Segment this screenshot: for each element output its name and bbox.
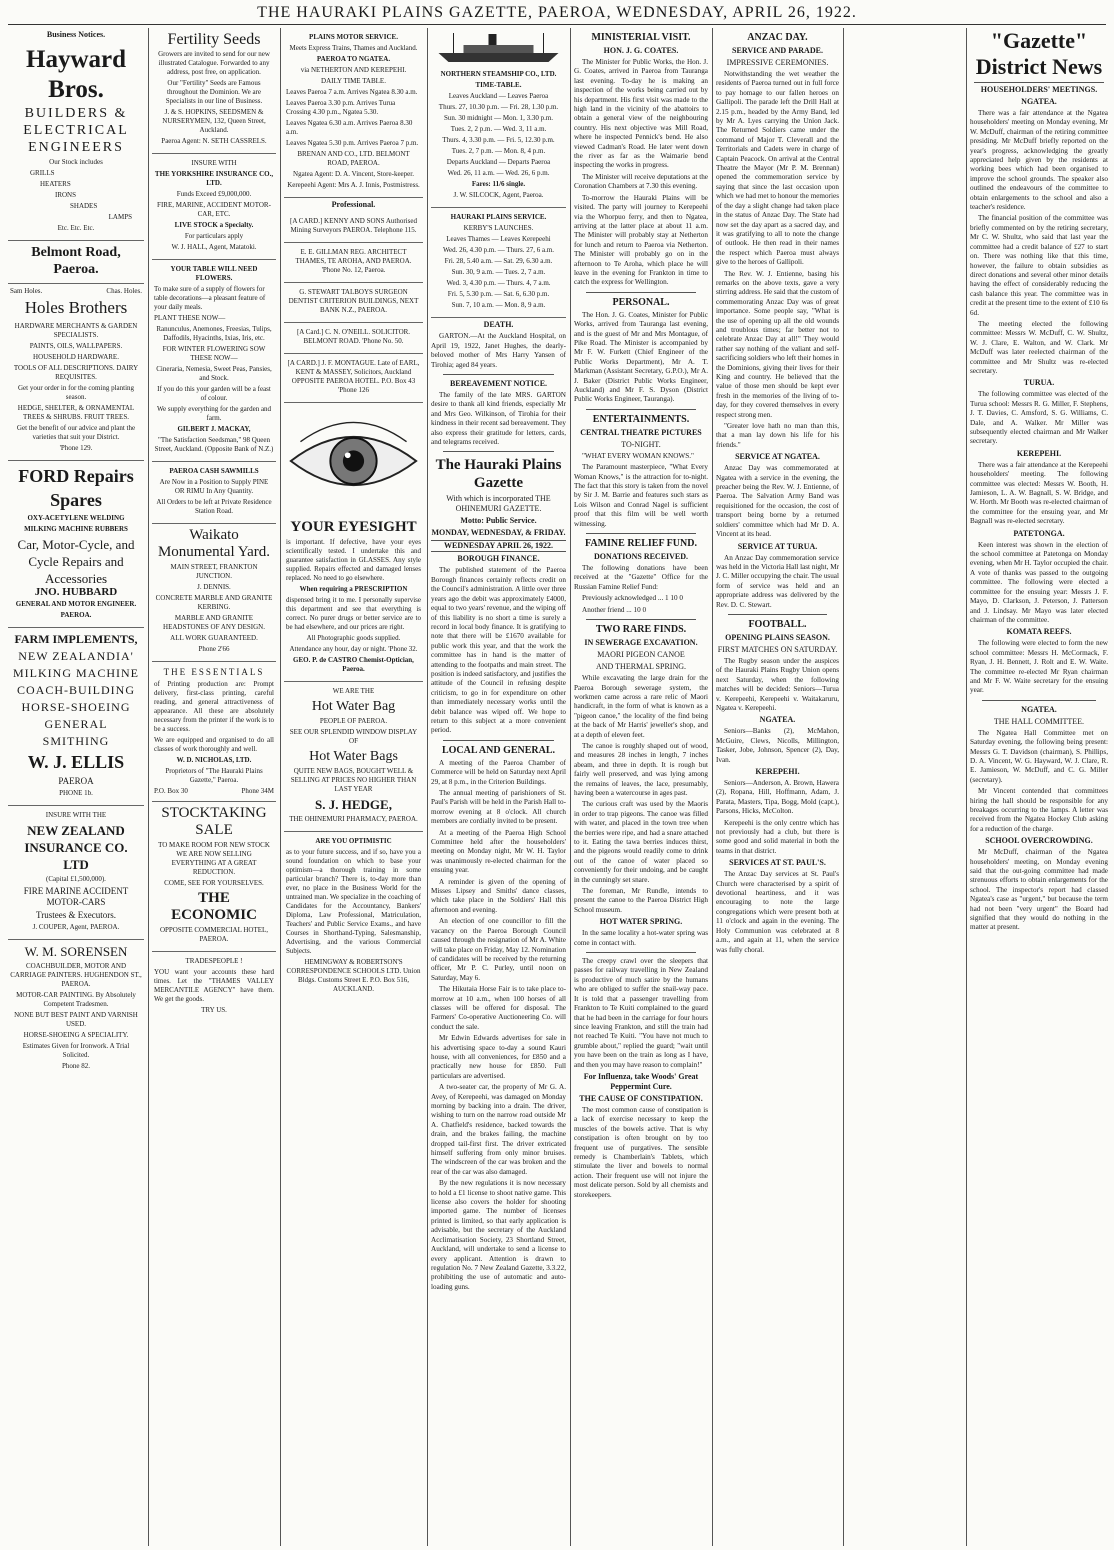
sawmills-line: Are Now in a Position to Supply PINE OR RIMU In Any Quantity. <box>159 478 269 495</box>
nzins-line: FIRE MARINE ACCIDENT MOTOR-CARS <box>23 886 129 907</box>
trades-line: TRY US. <box>201 1006 227 1014</box>
football-team: NGATEA. <box>759 715 796 725</box>
column-2 <box>152 28 276 1546</box>
stocktaking-line: OPPOSITE COMMERCIAL HOTEL, PAEROA. <box>159 926 269 943</box>
motor-line: Leaves Ngatea 5.30 p.m. Arrives Paeroa 7 p.m. <box>286 139 419 147</box>
anzac-text: The Rev. W. J. Entienne, basing his remarks on the above texts, gave a very stirring address. He said that the custom of commemorating Anzac Day was of great importance. Some people say, "What is the use of opening up all the old wounds and troublous times; far better not to celebrate Anzac Day at all!" They would rather say nothing of the valiant and self-sacrificing soldiers who left their homes in the Dominions, giving their lives for their King and country. He believed that the value of those men should be kept ever fresh in the memories of the living of to-day, for they covered themselves in every respect strong men. <box>716 269 839 419</box>
football-team: KEREPEHI. <box>755 767 800 776</box>
tradespeople-ad <box>152 952 276 1022</box>
seeds-line: J. & S. HOPKINS, SEEDSMEN & NURSERYMEN, 132, Queen Street, Auckland. <box>162 108 266 134</box>
finds-sub: HOT WATER SPRING. <box>599 917 683 927</box>
constipation-heading: THE CAUSE OF CONSTIPATION. <box>579 1093 703 1103</box>
motor-line: Leaves Paeroa 7 a.m. Arrives Ngatea 8.30 a.m. <box>286 88 418 96</box>
famine-sub: DONATIONS RECEIVED. <box>593 552 689 562</box>
hayward-name: Hayward Bros. <box>26 46 126 103</box>
steamship-line: Thurs. 4, 3.30 p.m. — Fri. 5, 12.30 p.m. <box>442 136 555 145</box>
holes-line: HEDGE, SHELTER, & ORNAMENTAL TREES & SHRUBS. FRUIT TREES. <box>17 404 135 421</box>
ngatea-service-heading: SERVICE AT NGATEA. <box>735 452 820 462</box>
waikato-line: MARBLE AND GRANITE HEADSTONES OF ANY DESIGN. <box>163 614 265 631</box>
essentials-ad <box>152 662 276 802</box>
sorensen-line: Phone 82. <box>62 1062 90 1070</box>
eyesight-line: is important. If defective, have your eyes scientifically tested. I undertake this and guarantee satisfaction in GLASSES. Any style supplied. Repairs effected and damaged lenses replaced. No need to go elsewhere. <box>286 538 421 583</box>
famine-heading: FAMINE RELIEF FUND. <box>585 538 697 550</box>
flowers-line: We supply everything for the garden and farm. <box>156 405 272 422</box>
optimistic-line: ARE YOU OPTIMISTIC <box>315 837 392 846</box>
ngatea-hall-text: The Ngatea Hall Committee met on Saturday evening, the following being present: Messrs G. T. Davidson (chairman), S. Phillips, D. A. Vincent, W. G. Hayward, W. J. Clare, R. E. Jamieson, W. McDuff, and C. G. Miller (secretary). <box>970 728 1108 784</box>
sawmills-line: PAEROA CASH SAWMILLS <box>169 467 259 475</box>
business-notices-heading: Business Notices. <box>46 30 106 39</box>
entertainments-heading: ENTERTAINMENTS. <box>592 413 690 425</box>
flowers-line: YOUR TABLE WILL NEED FLOWERS. <box>170 265 258 282</box>
famine-text: Another friend ... 10 0 <box>582 605 647 614</box>
holes-line: Chas. Holes. <box>106 287 142 295</box>
paper-date: WEDNESDAY APRIL 26, 1922. <box>431 540 566 552</box>
steamship-line: Tues. 2, 7 p.m. — Mon. 8, 4 p.m. <box>451 147 546 156</box>
entertain-sub: TO-NIGHT. <box>621 439 661 449</box>
bereavement-heading: BEREAVEMENT NOTICE. <box>449 379 548 389</box>
hotwater-line: WE ARE THE <box>332 687 375 696</box>
hotwater-line: SEE OUR SPLENDID WINDOW DISPLAY OF <box>289 728 418 746</box>
launch-line: HAURAKI PLAINS SERVICE. <box>450 213 547 222</box>
column-7 <box>970 28 1108 1546</box>
overcrowding-text: Mr McDuff, chairman of the Ngatea householders' meeting, on Monday evening said that the out-going committee had made strenuous efforts to obtain enlargements for the school. The inspector's report had classed Ngatea's case as "urgent," but because the term had not been "very urgent" the Board had signified that they would do nothing in the matter at present. <box>970 848 1108 932</box>
yorkshire-line: FIRE, MARINE, ACCIDENT MOTOR-CAR, ETC. <box>157 201 271 218</box>
eyesight-line: All Photographic goods supplied. <box>306 634 401 643</box>
st-pauls-text: The Anzac Day services at St. Paul's Church were characterised by a spirit of devotional heartiness, and it was encouraging to note the large congregations which were present both at 11 o'clock and again in the evening. The Holy Communion was celebrated at 8 a.m., and again at 11, when the service was fully choral. <box>716 870 839 954</box>
steamship-line: Sun. 30 midnight — Mon. 1, 3.30 p.m. <box>443 114 554 123</box>
holes-line: PAINTS, OILS, WALLPAPERS. <box>29 342 123 350</box>
launch-line: Fri. 5, 5.30 p.m. — Sat. 6, 6.30 p.m. <box>447 290 550 299</box>
nzins-line: NEW ZEALAND INSURANCE CO. LTD <box>24 823 128 872</box>
motor-line: PAEROA TO NGATEA. <box>316 55 391 63</box>
sorensen-line: NONE BUT BEST PAINT AND VARNISH USED. <box>14 1011 138 1028</box>
householders-heading: HOUSEHOLDERS' MEETINGS. <box>980 85 1098 94</box>
flowers-line: To make sure of a supply of flowers for table decorations—a pleasant feature of your daily meals. <box>154 285 266 311</box>
anzac-heading: ANZAC DAY. <box>747 32 808 43</box>
sorensen-line: Estimates Given for Ironwork. A Trial Solicited. <box>22 1042 130 1059</box>
death-heading: DEATH. <box>483 320 514 330</box>
anzac-sub: IMPRESSIVE CEREMONIES. <box>726 58 829 67</box>
eyesight-line: Attendance any hour, day or night. 'Phone 32. <box>289 645 418 654</box>
ngatea-heading: NGATEA. <box>1021 97 1057 106</box>
turua-text: The following committee was elected of the Turua school: Messrs R. G. Miller, F. Stephens, J. T. Davies, C. Amsford, S. G. Williams, C. Dale, and A. Walker. Mr Miller was subsequently elected chairman and Mr Walker secretary. <box>970 390 1108 446</box>
trades-line: YOU want your accounts these hard times. Let the "THAMES VALLEY MERCANTILE AGENCY" have them. We get the goods. <box>154 968 274 1003</box>
hayward-line: GRILLS <box>30 169 55 177</box>
steamship-line: Fares: 11/6 single. <box>471 180 526 189</box>
optimistic-line: HEMINGWAY & ROBERTSON'S CORRESPONDENCE SCHOOLS LTD. Union Bldgs. Customs Street E. P.O. Box 516, AUCKLAND. <box>286 958 421 994</box>
card-text: [A CARD.] J. F. MONTAGUE. Late of EARL, KENT & MASSEY, Solicitors, Auckland OPPOSITE PAEROA HOTEL. P.O. Box 43 'Phone 126 <box>287 359 420 394</box>
steamship-line: Wed. 26, 11 a.m. — Wed. 26, 6 p.m. <box>447 169 550 178</box>
card-oneill <box>284 323 423 354</box>
waikato-line: Waikato Monumental Yard. <box>157 527 271 560</box>
essentials-line: P.O. Box 30 <box>154 787 188 795</box>
sorensen-line: HORSE-SHOEING A SPECIALITY. <box>23 1031 129 1039</box>
column-1 <box>8 28 144 1546</box>
komata-heading: KOMATA REEFS. <box>1006 627 1072 637</box>
finds-sub: AND THERMAL SPRING. <box>595 662 686 672</box>
influenza-ad: For Influenza, take Woods' Great Peppermint Cure. <box>583 1071 699 1091</box>
essentials-line: Phone 34M <box>241 787 274 795</box>
motor-line: PLAINS MOTOR SERVICE. <box>309 33 398 41</box>
ellis-ad <box>8 628 144 806</box>
district-news-title: "Gazette" District News <box>975 28 1103 79</box>
stocktaking-ad <box>152 802 276 952</box>
motor-line: via NETHERTON AND KEREPEHI. <box>300 66 407 74</box>
flowers-line: If you do this your garden will be a feast of colour. <box>157 385 271 402</box>
column-divider <box>712 28 713 1546</box>
column-5 <box>574 28 708 1546</box>
card-text: [A CARD.] KENNY AND SONS Authorised Mining Surveyors PAEROA. Telephone 115. <box>290 217 417 234</box>
launch-line: Wed. 3, 4.30 p.m. — Thurs. 4, 7 a.m. <box>446 279 551 288</box>
ministerial-subheading: HON. J. G. COATES. <box>603 46 679 55</box>
local-item: A reminder is given of the opening of Misses Lipsey and Smiths' dance classes, which take place in the Soldiers' Hall this afternoon and evening. <box>431 877 566 914</box>
nzins-line: J. COUPER, Agent, PAEROA. <box>32 923 120 931</box>
fertility-seeds-ad <box>152 28 276 154</box>
holes-line: 'Phone 129. <box>59 444 93 452</box>
kerepehi-text: There was a fair attendance at the Kerepeehi householders' meeting. The following committee was elected: Messrs W. Booth, H. Jamieson, L. A. W. Bagnall, S. W. Bridge, and W. Horth. Mr Booth was re-elected chairman of the committee for the ensuing year, and Mr Bagnall was re-elected secretary. <box>970 460 1108 526</box>
constipation-text: The most common cause of constipation is a lack of exercise necessary to keep the muscles of the bowels active. That is why constipation is often brought on by too frequent use of purgatives. The sensible remedy is Chamberlain's Tablets, which stimulate the liver and bowels to normal action. Their frequent use will not injure the most delicate person. Sold by all chemists and storekeepers. <box>574 1105 708 1199</box>
waikato-line: MAIN STREET, FRANKTON JUNCTION. <box>170 563 258 580</box>
sawmills-line: All Orders to be left at Private Residence Station Road. <box>156 498 272 515</box>
column-divider <box>148 28 149 1546</box>
local-item: A two-seater car, the property of Mr G. A. Avey, of Kerepeehi, was damaged on Monday morning by backing into a drain. The driver, wishing to turn on the narrow road outside Mr A. Chatfield's residence, backed towards the drain, and the brakes failing, the machine dropped tail-first first. The driver extricated himself suffering from only minor bruises. The windscreen of the car was broken and the rear of the car was also damaged. <box>431 1083 566 1176</box>
yorkshire-line: LIVE STOCK a Specialty. <box>174 221 254 229</box>
yorkshire-line: For particulars apply <box>184 232 244 240</box>
waikato-line: CONCRETE MARBLE AND GRANITE KERBING. <box>155 594 273 611</box>
hayward-line: IRONS <box>55 191 77 199</box>
local-item: An election of one councillor to fill the vacancy on the Paeroa Borough Council caused through the resignation of Mr A. White will take place on Friday, May 12. Nomination of candidates will be received by the returning officer, Mr P. C. Purley, until noon on Saturday, May 6. <box>431 917 566 982</box>
motor-line: Kerepeehi Agent: Mrs A. J. Innis, Postmistress. <box>287 181 420 189</box>
steamship-line: NORTHERN STEAMSHIP CO., LTD. <box>440 70 557 79</box>
masthead-rule <box>8 24 1106 25</box>
steamship-line: Leaves Auckland — Leaves Paeroa <box>448 92 549 101</box>
steamship-line: Thurs. 27, 10.30 p.m. — Fri. 28, 1.30 p.m. <box>438 103 559 112</box>
hotwater-line: S. J. HEDGE, <box>315 797 392 813</box>
essentials-line: THE ESSENTIALS <box>163 667 265 677</box>
launch-line: Sun. 7, 10 a.m. — Mon. 8, 9 a.m. <box>451 301 546 310</box>
ministerial-text: The Minister for Public Works, the Hon. J. G. Coates, arrived in Paeroa from Tauranga last evening. To-day he is making an inspection of the works being carried out by his department. His first visit was made to the high land in the vicinity of the abattoirs to obtain a general view of the neighbouring country. His next objective was Mill Road, where he inspected Pennick's bend. He also viewed Cadman's Road. He later went down the river as far as the Waimarie bend inspecting the works in progress. <box>574 58 708 170</box>
motor-line: BRENAN AND CO., LTD. BELMONT ROAD, PAEROA. <box>297 150 410 167</box>
launch-line: Fri. 28, 5.40 a.m. — Sat. 29, 6.30 a.m. <box>444 257 553 266</box>
seeds-line: Paeroa Agent: N. SETH CASSRELS. <box>161 137 267 145</box>
yorkshire-line: Funds Exceed £9,000,000. <box>176 190 252 198</box>
flowers-line: Cineraria, Nemesia, Sweet Peas, Pansies, and Stock. <box>156 365 272 382</box>
paper-subtitle: With which is incorporated THE OHINEMURI GAZETTE. <box>446 494 551 514</box>
stocktaking-line: THE ECONOMIC <box>171 890 257 923</box>
local-heading: LOCAL AND GENERAL. <box>441 744 556 756</box>
ellis-line: W. J. ELLIS <box>27 752 125 772</box>
football-heading: FOOTBALL. <box>748 618 807 630</box>
holes-line: HARDWARE MERCHANTS & GARDEN SPECIALISTS. <box>14 322 138 339</box>
card-text: [A Card.] C. N. O'NEILL. SOLICITOR. BELMONT ROAD. 'Phone No. 50. <box>296 328 411 345</box>
local-item: A meeting of the Paeroa Chamber of Commerce will be held on Saturday next April 29, at 8 p.m., in the Criterion Buildings. <box>431 758 566 786</box>
entertain-text: "WHAT EVERY WOMAN KNOWS." <box>582 451 694 460</box>
sorensen-ad <box>8 940 144 1078</box>
ellis-line: FARM IMPLEMENTS, <box>14 632 138 646</box>
eye-illustration <box>286 406 421 516</box>
st-pauls-heading: SERVICES AT ST. PAUL'S. <box>729 858 826 868</box>
ngatea-text: There was a fair attendance at the Ngatea householders' meeting on Monday evening, Mr W. McDuff, chairman of the retiring committee presiding. Mr McDuff briefly reported on the year's progress, acknowledging the greatly appreciated help given by the residents at working bees which had been organised to improve the school grounds. The speaker also outlined the endeavours of the committee to obtain enlargements to the school and also a teacher's residence. <box>970 109 1108 212</box>
finds-text: In the same locality a hot-water spring was come in contact with. <box>574 929 708 947</box>
anzac-text: Notwithstanding the wet weather the residents of Paeroa turned out in full force to pay homage to our fallen heroes on Gallipoli. The parade left the Drill Hall at 2.15 p.m., headed by the Army Band, led by Mr A. Lyes carrying the Union Jack. The Returned Soldiers came under the command of Major T. Cleverall and the Territorials and Cadets were in charge of Captain Peacock. On arrival at the Central Theatre the Mayor (Mr P. M. Brennan) opened the commemoration service by saying that since the last occasion upon which we had met to honour the memories of the day a slight change had taken place in the status of Anzac Day. The State had now set the day apart as a sacred day, and it was gratifying to all to note the change of outlook. He then read in their names the respect which Paeroa must always give to the heroes of Gallipoli. <box>716 70 839 267</box>
ellis-line: PHONE 1b. <box>59 789 93 797</box>
local-item: The Hikutaia Horse Fair is to take place to-morrow at 10 a.m., when 100 horses of all classes will be offered for disposal. The Farmers' Co-operative Auctioneering Co. will conduct the sale. <box>431 985 566 1031</box>
newspaper-masthead: THE HAURAKI PLAINS GAZETTE, PAEROA, WEDNESDAY, APRIL 26, 1922. <box>257 4 857 21</box>
ford-line: MILKING MACHINE RUBBERS <box>24 525 128 533</box>
flowers-line: Ranunculus, Anemones, Freesias, Tulips, Daffodils, Hyacinths, Ixias, Iris, etc. <box>156 325 272 342</box>
launch-line: Wed. 26, 4.30 p.m. — Thurs. 27, 6 a.m. <box>442 246 555 255</box>
card-kenny <box>284 212 423 243</box>
ngatea-service-text: Anzac Day was commemorated at Ngatea with a service in the evening, the preacher being the Rev. W. J. Entienne, of Paeroa. The Salvation Army Band was requisitioned for the occasion, the cost of transport being borne by a returned soldiers' committee which had Mr D. A. Vincent at its head. <box>716 464 839 539</box>
flowers-ad <box>152 260 276 462</box>
finds-text: The canoe is roughly shaped out of wood, and measures 28 inches in length, 7 inches abeam, and three in depth. It is rough but fairly well preserved, and was lying among the remains of leaves, the lace, presumably, having been a watercourse in ages past. <box>574 741 708 797</box>
yorkshire-insurance-ad <box>152 154 276 260</box>
ford-line: GENERAL AND MOTOR ENGINEER. <box>15 600 137 608</box>
famine-text: Previously acknowledged ... 1 10 0 <box>582 594 684 603</box>
holes-line: Sam Holes. <box>10 287 43 295</box>
column-3 <box>284 28 423 1546</box>
patetonga-heading: PATETONGA. <box>1013 528 1065 538</box>
motor-line: DAILY TIME TABLE. <box>321 77 386 85</box>
ngatea-hall-heading: NGATEA. <box>1021 704 1057 714</box>
holes-line: Get your order in for the coming planting season. <box>17 384 135 401</box>
anzac-sub: SERVICE AND PARADE. <box>732 46 823 55</box>
waikato-monumental-ad <box>152 524 276 662</box>
eyesight-ad <box>284 403 423 682</box>
steamship-line: Tues. 2, 2 p.m. — Wed. 3, 11 a.m. <box>450 125 547 134</box>
flowers-line: PLANT THESE NOW— <box>154 314 226 322</box>
seeds-line: Growers are invited to send for our new illustrated Catalogue. Forwarded to any address, post free, on application. <box>158 50 270 76</box>
waikato-line: ALL WORK GUARANTEED. <box>170 634 258 642</box>
turua-service-heading: SERVICE AT TURUA. <box>737 541 818 551</box>
football-text: Seniors—Anderson, A. Brown, Hawera (2), Ropana, Hill, Hoffmann, Adam, J. Parata, Masters, Tipa, Bogg, Mold (capt.), Parsons, Hicks, McColton. <box>716 779 839 816</box>
column-divider <box>843 28 844 1546</box>
hotwater-line: THE OHINEMURI PHARMACY, PAEROA. <box>289 815 418 824</box>
waikato-line: J. DENNIS. <box>197 583 231 591</box>
komata-text: The following were elected to form the new school committee: Messrs H. McCormack, F. Ryan, J. H. Bennett, J. Rolt and E. W. Waite. The committee re-elected Mr Ryan chairman and Mr F. W. Waite secretary for the ensuing year. <box>970 639 1108 695</box>
ministerial-heading: MINISTERIAL VISIT. <box>591 32 691 43</box>
launch-line: Sun. 30, 9 a.m. — Tues. 2, 7 a.m. <box>451 268 546 277</box>
football-sub: OPENING PLAINS SEASON. <box>725 632 830 642</box>
hayward-line: Our Stock includes <box>49 158 103 166</box>
ford-line: OXY-ACETYLENE WELDING <box>27 514 125 522</box>
flowers-line: FOR WINTER FLOWERING SOW THESE NOW— <box>162 345 266 362</box>
column-divider <box>570 28 571 1546</box>
ngatea-text: The meeting elected the following committee: Messrs W. McDuff, C. W. Shultz, W. J. Clare, E. Walton, and W. Clark. Mr McDuff was later reelected chairman of the committee and Mr Shultz was re-elected secretary. <box>970 319 1108 375</box>
hayward-line: ENGINEERS <box>28 140 124 155</box>
finds-sub: IN SEWERAGE EXCAVATION. <box>584 638 698 648</box>
hotwater-line: QUITE NEW BAGS, BOUGHT WELL & SELLING AT PRICES NO HIGHER THAN LAST YEAR <box>290 767 417 794</box>
waikato-line: Phone 2'66 <box>198 645 230 653</box>
hayward-line: Etc. Etc. Etc. <box>57 224 95 232</box>
seeds-line: Fertility Seeds <box>167 31 261 48</box>
local-item: By the new regulations it is now necessary to hold a £1 license to shoot native game. This license also covers the holder for shooting imported game. The number of licenses printed is limited, so that early application is advisable, but the secretary of the Auckland Acclimatisation Society, 23 Shortland Street, Auckland, will undertake to send a license to every applicant. Attention is drawn to regulation No. 7 New Zealand Gazette, 3.3.22, prohibiting the use of automatic and auto-loading guns. <box>431 1179 566 1291</box>
motor-line: Leaves Paeroa 3.30 p.m. Arrives Turua Crossing 4.30 p.m., Ngatea 5.30. <box>286 99 396 116</box>
hauraki-service-ad <box>431 208 566 318</box>
flowers-line: "The Satisfaction Seedsman," 98 Queen Street, Auckland. (Opposite Bank of N.Z.) <box>154 436 274 453</box>
anzac-text: "Greater love hath no man than this, that a man lay down his life for his friends." <box>716 422 839 449</box>
famine-text: The following donations have been received at the "Gazette" Office for the Russian Famine Relief Fund: <box>574 564 708 591</box>
railway-text: The creepy crawl over the sleepers that passes for railway travelling in New Zealand is productive of much satire by the humans who are obliged to suffer the snail-way pace. It is told that a passenger travelling from Frankton to Te Kuiti complained to the guard that he had been in the carriage for four hours since leaving Frankton, and still the train had not reached Te Kuiti. "You have not much to grumble about," replied the guard; "wait until you have been on the train as long as I have, and then you may have reason to complain!" <box>574 957 708 1069</box>
paper-days: MONDAY, WEDNESDAY, & FRIDAY. <box>431 528 566 538</box>
yorkshire-line: W. J. HALL, Agent, Matatoki. <box>171 243 257 251</box>
entertain-sub: CENTRAL THEATRE PICTURES <box>580 427 702 437</box>
personal-text: The Hon. J. G. Coates, Minister for Public Works, arrived from Tauranga last evening, and is the guest of Mr and Mrs Montague, of Pike Road. The Minister is accompanied by Mr F. W. Furkett (Chief Engineer of the Public Works Department), Mr A. T. Markman (Assistant Secretary, G.P.O.), Mr A. J. Baker (District Public Works Engineer, Auckland) and Mr F. S. Dyson (District Public Works Engineer, Tauranga). <box>574 310 708 404</box>
football-text: The Rugby season under the auspices of the Hauraki Plains Rugby Union opens next Saturday, when the following matches will be decided: Seniors—Turua v. Kerepeehi, Kerepeehi v. Waitakaruru, Ngatea v. Kerepeehi. <box>716 656 839 712</box>
turua-heading: TURUA. <box>1023 378 1055 388</box>
motor-line: Leaves Ngatea 6.30 a.m. Arrives Paeroa 8.30 a.m. <box>286 119 413 136</box>
belmont-road: Belmont Road, Paeroa. <box>31 245 121 277</box>
nzins-line: Trustees & Executors. <box>36 910 116 920</box>
motor-line: Ngatea Agent: D. A. Vincent, Store-keeper. <box>293 170 414 178</box>
borough-text: The published statement of the Paeroa Borough finances certainly reflects credit on the Council's administration. A little over three years ago the debit was approximately £4000, equal to two years' revenue, and the wiping off of this liability is no short a time is surely a record in local body finance. It is gratifying to note that there will be £1670 available for public work this year, and that the work the committee has in hand is the matter of attending to the footpaths and main street. The position is indeed satisfactory, and justifies the attitude of the Council in refusing despite criticism, to go in for expenditure on other than immediately necessary works until the debit balance was wiped off. We hope to return to this subject at a more convenient period. <box>431 566 566 735</box>
flowers-line: GILBERT J. MACKAY, <box>177 425 251 433</box>
eyesight-line: YOUR EYESIGHT <box>290 519 417 536</box>
steamship-line: Departs Auckland — Departs Paeroa <box>446 158 551 167</box>
hayward-ad <box>8 42 144 241</box>
ford-line: PAEROA. <box>60 611 92 619</box>
hotwater-line: Hot Water Bags <box>309 749 398 765</box>
motor-line: Meets Express Trains, Thames and Auckland. <box>289 44 418 52</box>
sawmills-ad <box>152 462 276 524</box>
hotwater-line: PEOPLE OF PAEROA. <box>319 717 388 726</box>
stocktaking-line: STOCKTAKING SALE <box>161 805 267 838</box>
hayward-line: SHADES <box>70 202 98 210</box>
steamship-line: J. W. SILCOCK, Agent, Paeroa. <box>453 191 544 200</box>
entertain-text: The Paramount masterpiece, "What Every Woman Knows," is the attraction for to-night. The fact that this story is taken from the novel by Sir J. M. Barrie and features such stars as Lois Wilson and Conrad Nagel is sufficient proof that this film will be well worth witnessing. <box>574 463 708 528</box>
column-divider <box>280 28 281 1546</box>
essentials-line: We are equipped and organised to do all classes of work thoroughly and well. <box>154 736 274 753</box>
local-item: Mr Edwin Edwards advertises for sale in his advertising space to-day a sound Kauri house, with all conveniences, for £850 and a practically new house for £850. Full particulars are advertised. <box>431 1034 566 1080</box>
essentials-line: W. D. NICHOLAS, LTD. <box>176 756 252 764</box>
professional-heading: Professional. <box>331 200 376 209</box>
ngatea-hall-text: Mr Vincent contended that committees hiring the hall should be responsible for any breakages occurring to the lamps. A letter was received from the Ngatea Hockey Club asking for a reduction of the charge. <box>970 787 1108 833</box>
holes-brothers-ad <box>8 284 144 461</box>
holes-line: TOOLS OF ALL DESCRIPTIONS. DAIRY REQUISITES. <box>13 364 139 381</box>
belmont-ad <box>8 241 144 284</box>
steamship-line: TIME-TABLE. <box>475 81 522 90</box>
finds-text: The curious craft was used by the Maoris in order to trap pigeons. The canoe was filled with water, and placed in the town tree when the berries were ripe, and had a snare attached to it. Eating the tawa berries induces thirst, and the pigeons would readily come to drink out of the canoe of water placed so conveniently for their undoing, and be caught in the cunningly set snare. <box>574 800 708 884</box>
card-text: E. E. GILLMAN REG. ARCHITECT THAMES, TE AROHA, AND PAEROA. 'Phone No. 12, Paeroa. <box>295 248 412 274</box>
ngatea-hall-sub: THE HALL COMMITTEE. <box>993 716 1085 726</box>
launch-line: Leaves Thames — Leaves Kerepeehi <box>446 235 551 244</box>
steamship-icon <box>433 31 564 65</box>
stocktaking-line: COME, SEE FOR YOURSELVES. <box>164 879 264 887</box>
football-text: Seniors—Banks (2), McMahon, McGuire, Clews, Nicolls, Millington, Tasker, Jobe, Johnson, Spencer (2), Day, Ivan. <box>716 727 839 764</box>
nzins-line: INSURE WITH THE <box>45 811 107 819</box>
death-notice: GARTON.—At the Auckland Hospital, on April 19, 1922, Janet Hughes, the dearly-beloved mother of Mrs Harry Yansen of Tirohia; aged 84 years. <box>431 332 566 369</box>
essentials-line: Proprietors of "The Hauraki Plains Gazette," Paeroa. <box>165 767 263 784</box>
ford-heading: FORD Repairs Spares <box>18 466 134 510</box>
overcrowding-heading: SCHOOL OVERCROWDING. <box>985 836 1093 846</box>
seeds-line: Our "Fertility" Seeds are Famous throughout the Dominion. We are Specialists in our line of Business. <box>165 79 263 105</box>
ellis-line: NEW ZEALANDIA' MILKING MACHINE <box>13 649 139 680</box>
rare-finds-heading: TWO RARE FINDS. <box>595 624 687 636</box>
hot-water-ad <box>284 682 423 832</box>
trades-line: TRADESPEOPLE ! <box>185 957 243 965</box>
nz-insurance-ad <box>8 806 144 940</box>
borough-heading: BOROUGH FINANCE. <box>457 554 540 564</box>
sorensen-line: W. M. SORENSEN <box>24 944 128 959</box>
football-text: Kerepeehi is the only centre which has not previously had a club, but there is some good and solid material in both the teams in that district. <box>716 818 839 855</box>
local-item: At a meeting of the Paeroa High School Committee held after the householders' meeting on Monday night, Mr W. H. Taylor was unanimously re-elected chairman for the ensuing year. <box>431 828 566 875</box>
launch-line: KERBY'S LAUNCHES. <box>463 224 534 233</box>
ngatea-text: The financial position of the committee was briefly commented on by the retiring secretary, Mr C. W. Shultz, who said that last year the committee had a credit balance of £27 to start on. There was nothing like that this time, however, the failure to obtain subsidies as direct donations and several other minor details having the effect of considerably reducing the cash balance this year. The committee was in credit at the present time to the extent of £10 6s 6d. <box>970 214 1108 317</box>
card-text: G. STEWART TALBOYS SURGEON DENTIST CRITERION BUILDINGS, NEXT BANK N.Z., PAEROA. <box>288 288 419 314</box>
patetonga-text: Keen interest was shown in the election of the school committee at Patetonga on Monday evening, when Mr H. Taylor occupied the chair. A vote of thanks was passed to the outgoing committee. The following were elected a committee for the ensuing year: Messrs J. F. Mayo, D. Clarkson, J. Peterson, J. Patterson and J. Lindsay. Mr Mayo was later elected chairman of the committee. <box>970 540 1108 624</box>
ellis-line: PAEROA <box>58 776 94 786</box>
football-sub: FIRST MATCHES ON SATURDAY. <box>717 644 838 654</box>
column-4 <box>431 28 566 1546</box>
ford-line: Car, Motor-Cycle, and Cycle Repairs and Accessories <box>17 537 135 586</box>
ford-ad <box>8 461 144 628</box>
hotwater-line: Hot Water Bag <box>311 699 396 715</box>
yorkshire-line: INSURE WITH <box>191 159 237 167</box>
finds-text: The foreman, Mr Rundle, intends to present the canoe to the Paeroa District High School museum. <box>574 887 708 914</box>
card-talboys <box>284 283 423 323</box>
turua-service-text: An Anzac Day commemoration service was held in the Victoria Hall last night, Mr J. C. Miller occupying the chair. The usual form of service was held and an appropriate address was delivered by the Rev. D. C. Stewart. <box>716 553 839 609</box>
ellis-line: COACH-BUILDING HORSE-SHOEING GENERAL SMITHING <box>17 683 135 748</box>
holes-line: Get the benefit of our advice and plant the varieties that suit your District. <box>16 424 136 441</box>
ministerial-text: To-morrow the Hauraki Plains will be visited. The party will journey to Kerepeehi via the Whorpuo ferry, and then to Ngatea, arriving at the latter place at about 11 a.m. The Minister will probably stay at Netherton for lunch and return to Paeroa via Netherton. The Minister will probably go on in the afternoon to Te Aroha, which place he will leave in the evening for Frankton in time to catch the express for Wellington. <box>574 193 708 287</box>
optimistic-line: as to your future success, and if so, have you a sound foundation on which to base your optimism—a thorough training in some particular branch? There is, to-day more than ever, no place in the Business World for the untrained man. We specialize in the coaching of Candidates for the Accountancy, Bankers' Diploma, Law Professional, Matriculation, Teachers' and Public Service Exams., and have Courses in Shorthand-Typing, Salesmanship, Advertising, and the various Commercial Subjects. <box>286 848 421 956</box>
stocktaking-line: TO MAKE ROOM FOR NEW STOCK WE ARE NOW SELLING EVERYTHING AT A GREAT REDUCTION. <box>158 841 270 876</box>
ministerial-text: The Minister will receive deputations at the Coronation Chambers at 7.30 this evening. <box>574 172 708 191</box>
hayward-line: ELECTRICAL <box>23 123 129 138</box>
column-divider <box>966 28 967 1546</box>
paper-motto: Motto: Public Service. <box>460 516 537 526</box>
finds-sub: MAORI PIGEON CANOE <box>597 650 685 660</box>
eyesight-line: When requiring a PRESCRIPTION <box>299 585 408 594</box>
card-montague <box>284 354 423 403</box>
holes-name: Holes Brothers <box>24 298 128 317</box>
card-gillman <box>284 243 423 283</box>
sorensen-line: COACHBUILDER, MOTOR AND CARRIAGE PAINTERS. HUGHENDON ST., PAEROA. <box>10 962 142 988</box>
column-6 <box>716 28 839 1546</box>
hayward-line: HEATERS <box>40 180 71 188</box>
optimistic-ad <box>284 832 423 1001</box>
bereavement-notice: The family of the late MRS. GARTON desire to thank all kind friends, especially Mr and Mrs Geo. Wilkinson, of Tirohia for their kindness in their recent sad bereavement. They also express their gratitude for letters, cards, and telegrams received. <box>431 391 566 447</box>
hayward-line: LAMPS <box>108 213 132 221</box>
paper-title: The Hauraki Plains Gazette <box>435 457 562 492</box>
sorensen-line: MOTOR-CAR PAINTING. By Absolutely Competent Tradesmen. <box>16 991 136 1008</box>
essentials-line: of Printing production are: Prompt delivery, first-class printing, careful reading, and general attractiveness of appearance. All these are absolutely necessary from the printer if the work is to be a success. <box>154 680 274 733</box>
holes-line: HOUSEHOLD HARDWARE. <box>33 353 119 361</box>
steamship-ad <box>431 28 566 208</box>
column-divider <box>427 28 428 1546</box>
finds-text: While excavating the large drain for the Paeroa Borough sewerage system, the workmen came across a rare relic of Maori handicraft, in the form of what is known as a "pigeon canoe," the locality of the find being at the back of Mr Harris' jeweller's shop, and at a depth of eleven feet. <box>574 674 708 739</box>
yorkshire-line: THE YORKSHIRE INSURANCE CO., LTD. <box>154 170 274 187</box>
plains-motor-ad <box>284 28 423 198</box>
eyesight-line: dispensed bring it to me. I personally supervise this department and see that everything is correct. No purer drugs or better service are to be had elsewhere, and our prices are right. <box>286 596 421 632</box>
kerepehi-heading: KEREPEHI. <box>1016 448 1062 458</box>
nzins-line: (Capital £1,500,000). <box>46 875 106 883</box>
eyesight-line: GEO. P. de CASTRO Chemist-Optician, Paeroa. <box>293 656 414 674</box>
ford-line: JNO. HUBBARD <box>34 586 118 598</box>
hayward-line: BUILDERS & <box>24 106 128 121</box>
local-item: The annual meeting of parishioners of St. Paul's Parish will be held in the Parish Hall to-morrow evening at 8 o'clock. All church members are cordially invited to be present. <box>431 789 566 826</box>
personal-heading: PERSONAL. <box>612 296 670 308</box>
